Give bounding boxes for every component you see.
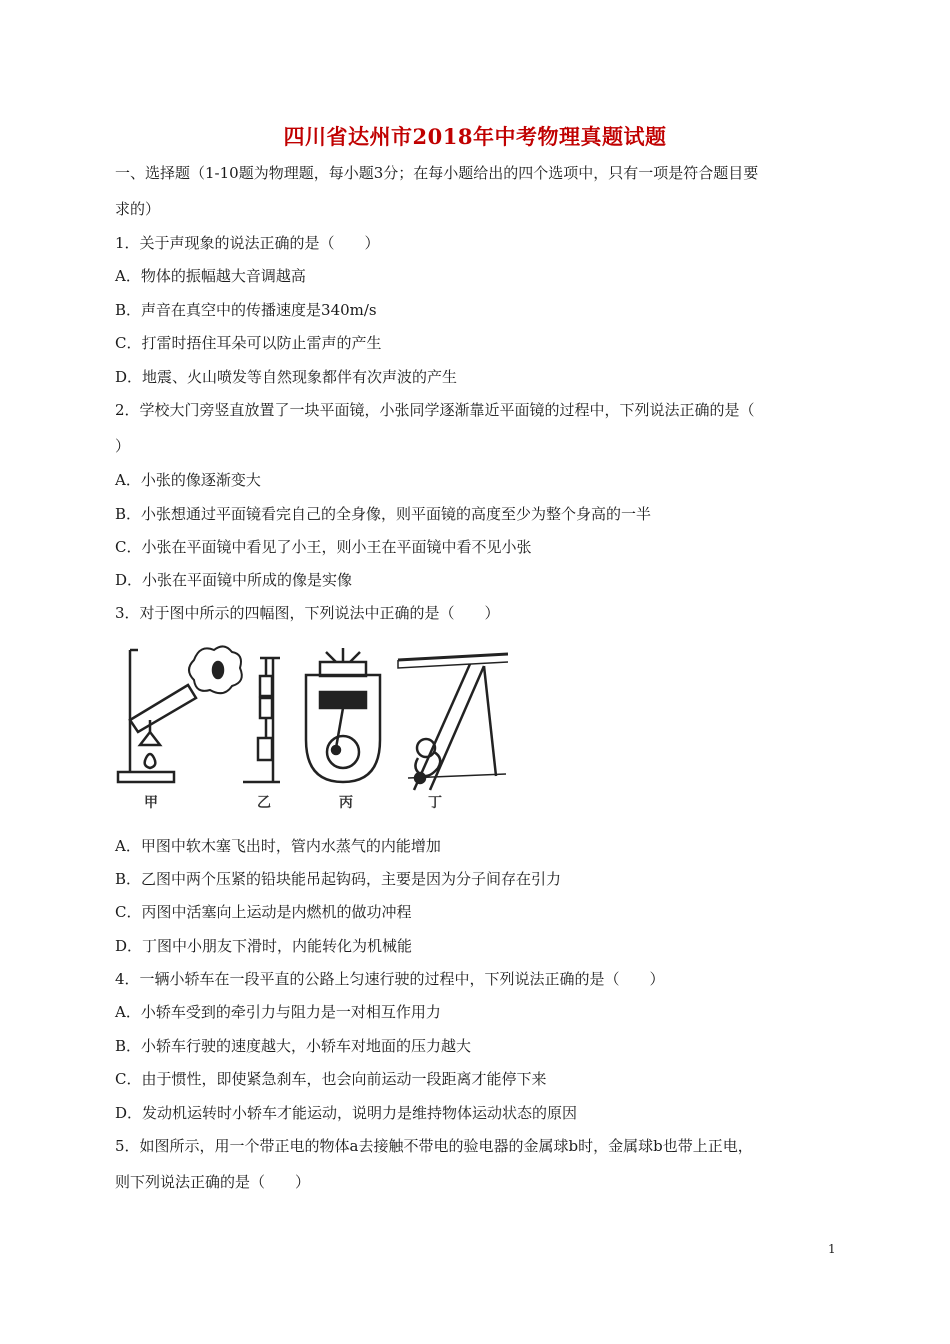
q4-option-b: B．小轿车行驶的速度越大，小轿车对地面的压力越大 [115,1037,472,1055]
q2-option-b: B．小张想通过平面镜看完自己的全身像，则平面镜的高度至少为整个身高的一半 [115,505,652,523]
figure-label-ding: 丁 [428,795,442,811]
figure-label-jia: 甲 [144,795,158,811]
figure-label-bing: 丙 [339,795,353,811]
q5-stem-line2: 则下列说法正确的是（ ） [115,1173,311,1191]
q1-option-c: C．打雷时捂住耳朵可以防止雷声的产生 [115,334,382,352]
figure-ding-apparatus [398,654,508,790]
q4-option-a: A．小轿车受到的牵引力与阻力是一对相互作用力 [115,1003,441,1021]
figure-yi-apparatus [243,658,280,782]
figure-jia-apparatus [118,646,242,782]
q5-stem-line1: 5．如图所示，用一个带正电的物体a去接触不带电的验电器的金属球b时，金属球b也带上正电， [115,1137,753,1155]
q3-option-d: D．丁图中小朋友下滑时，内能转化为机械能 [115,937,413,955]
q2-stem-line2: ） [115,437,131,455]
figure-bing-apparatus [306,648,380,782]
q3-option-a: A．甲图中软木塞飞出时，管内水蒸气的内能增加 [115,837,441,855]
q3-option-c: C．丙图中活塞向上运动是内燃机的做功冲程 [115,903,412,921]
q4-option-d: D．发动机运转时小轿车才能运动，说明力是维持物体运动状态的原因 [115,1104,578,1122]
q1-option-b: B．声音在真空中的传播速度是340m/s [115,301,377,319]
q2-option-a: A．小张的像逐渐变大 [115,471,261,489]
q1-stem: 1．关于声现象的说法正确的是（ ） [115,234,380,252]
q4-stem: 4．一辆小轿车在一段平直的公路上匀速行驶的过程中，下列说法正确的是（ ） [115,970,665,988]
figure-label-yi: 乙 [257,795,271,811]
section-heading-line1: 一、选择题（1-10题为物理题，每小题3分；在每小题给出的四个选项中，只有一项是符合题目要 [115,164,759,182]
q2-option-d: D．小张在平面镜中所成的像是实像 [115,571,353,589]
q1-option-d: D．地震、火山喷发等自然现象都伴有次声波的产生 [115,368,458,386]
q3-figure [108,640,508,820]
section-heading-line2: 求的） [115,200,161,218]
q3-option-b: B．乙图中两个压紧的铅块能吊起钩码，主要是因为分子间存在引力 [115,870,562,888]
q2-option-c: C．小张在平面镜中看见了小王，则小王在平面镜中看不见小张 [115,538,532,556]
q3-stem: 3．对于图中所示的四幅图，下列说法中正确的是（ ） [115,604,500,622]
q1-option-a: A．物体的振幅越大音调越高 [115,267,306,285]
page-title: 四川省达州市2018年中考物理真题试题 [283,124,667,149]
page-number: 1 [828,1242,836,1256]
q4-option-c: C．由于惯性，即使紧急刹车，也会向前运动一段距离才能停下来 [115,1070,547,1088]
q2-stem-line1: 2．学校大门旁竖直放置了一块平面镜，小张同学逐渐靠近平面镜的过程中，下列说法正确的是（ [115,401,755,419]
